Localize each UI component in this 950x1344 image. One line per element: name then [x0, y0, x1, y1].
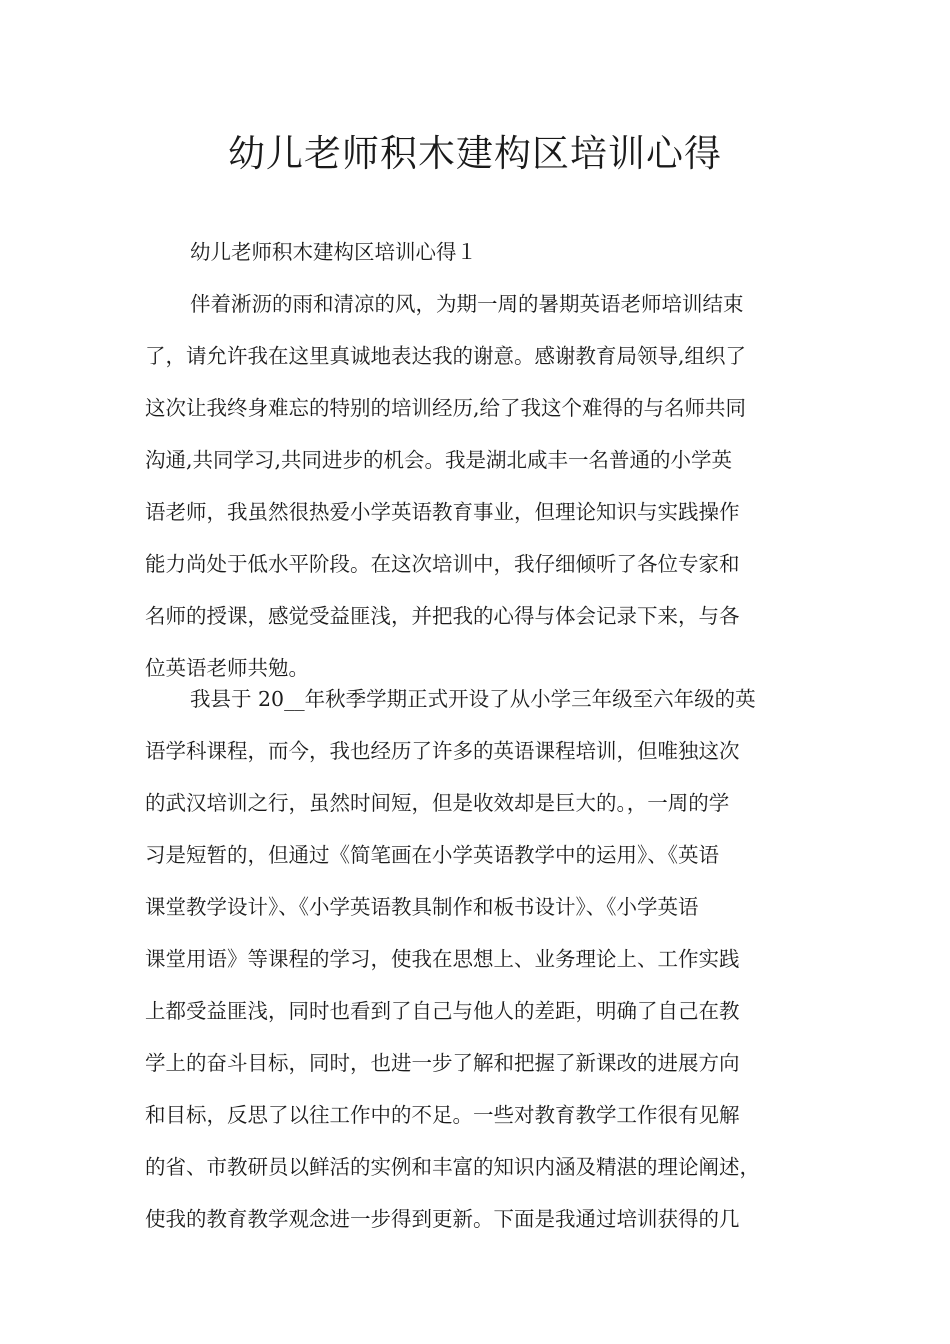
paragraph-line: 伴着淅沥的雨和清凉的风，为期一周的暑期英语老师培训结束 — [190, 292, 744, 316]
paragraph-line: 名师的授课，感觉受益匪浅，并把我的心得与体会记录下来，与各 — [145, 604, 740, 628]
document-title: 幼儿老师积木建构区培训心得 — [228, 132, 722, 175]
section-subtitle: 幼儿老师积木建构区培训心得１ — [190, 240, 477, 264]
paragraph-1 — [145, 278, 810, 694]
paragraph-line: 我县于 20__年秋季学期正式开设了从小学三年级至六年级的英 — [190, 687, 756, 711]
paragraph-line: 沟通,共同学习,共同进步的机会。我是湖北咸丰一名普通的小学英 — [145, 448, 733, 472]
paragraph-line: 上都受益匪浅，同时也看到了自己与他人的差距，明确了自己在教 — [145, 999, 740, 1023]
paragraph-line: 的武汉培训之行，虽然时间短，但是收效却是巨大的。，一周的学 — [145, 791, 730, 815]
paragraph-line: 习是短暂的，但通过《简笔画在小学英语教学中的运用》、《英语 — [145, 843, 719, 867]
paragraph-line: 语老师，我虽然很热爱小学英语教育事业，但理论知识与实践操作 — [145, 500, 740, 524]
paragraph-line: 这次让我终身难忘的特别的培训经历,给了我这个难得的与名师共同 — [145, 396, 747, 420]
paragraph-line: 使我的教育教学观念进一步得到更新。下面是我通过培训获得的几 — [145, 1207, 740, 1231]
paragraph-line: 了，请允许我在这里真诚地表达我的谢意。感谢教育局领导,组织了 — [145, 344, 747, 368]
paragraph-line: 的省、市教研员以鲜活的实例和丰富的知识内涵及精湛的理论阐述， — [145, 1155, 760, 1179]
paragraph-line: 能力尚处于低水平阶段。在这次培训中，我仔细倾听了各位专家和 — [145, 552, 740, 576]
paragraph-line: 位英语老师共勉。 — [145, 656, 309, 680]
paragraph-line: 学上的奋斗目标，同时，也进一步了解和把握了新课改的进展方向 — [145, 1051, 740, 1075]
paragraph-2 — [145, 673, 810, 1245]
paragraph-line: 课堂用语》等课程的学习，使我在思想上、业务理论上、工作实践 — [145, 947, 740, 971]
paragraph-line: 语学科课程，而今，我也经历了许多的英语课程培训，但唯独这次 — [145, 739, 740, 763]
paragraph-line: 和目标，反思了以往工作中的不足。一些对教育教学工作很有见解 — [145, 1103, 740, 1127]
paragraph-line: 课堂教学设计》、《小学英语教具制作和板书设计》、《小学英语 — [145, 895, 699, 919]
